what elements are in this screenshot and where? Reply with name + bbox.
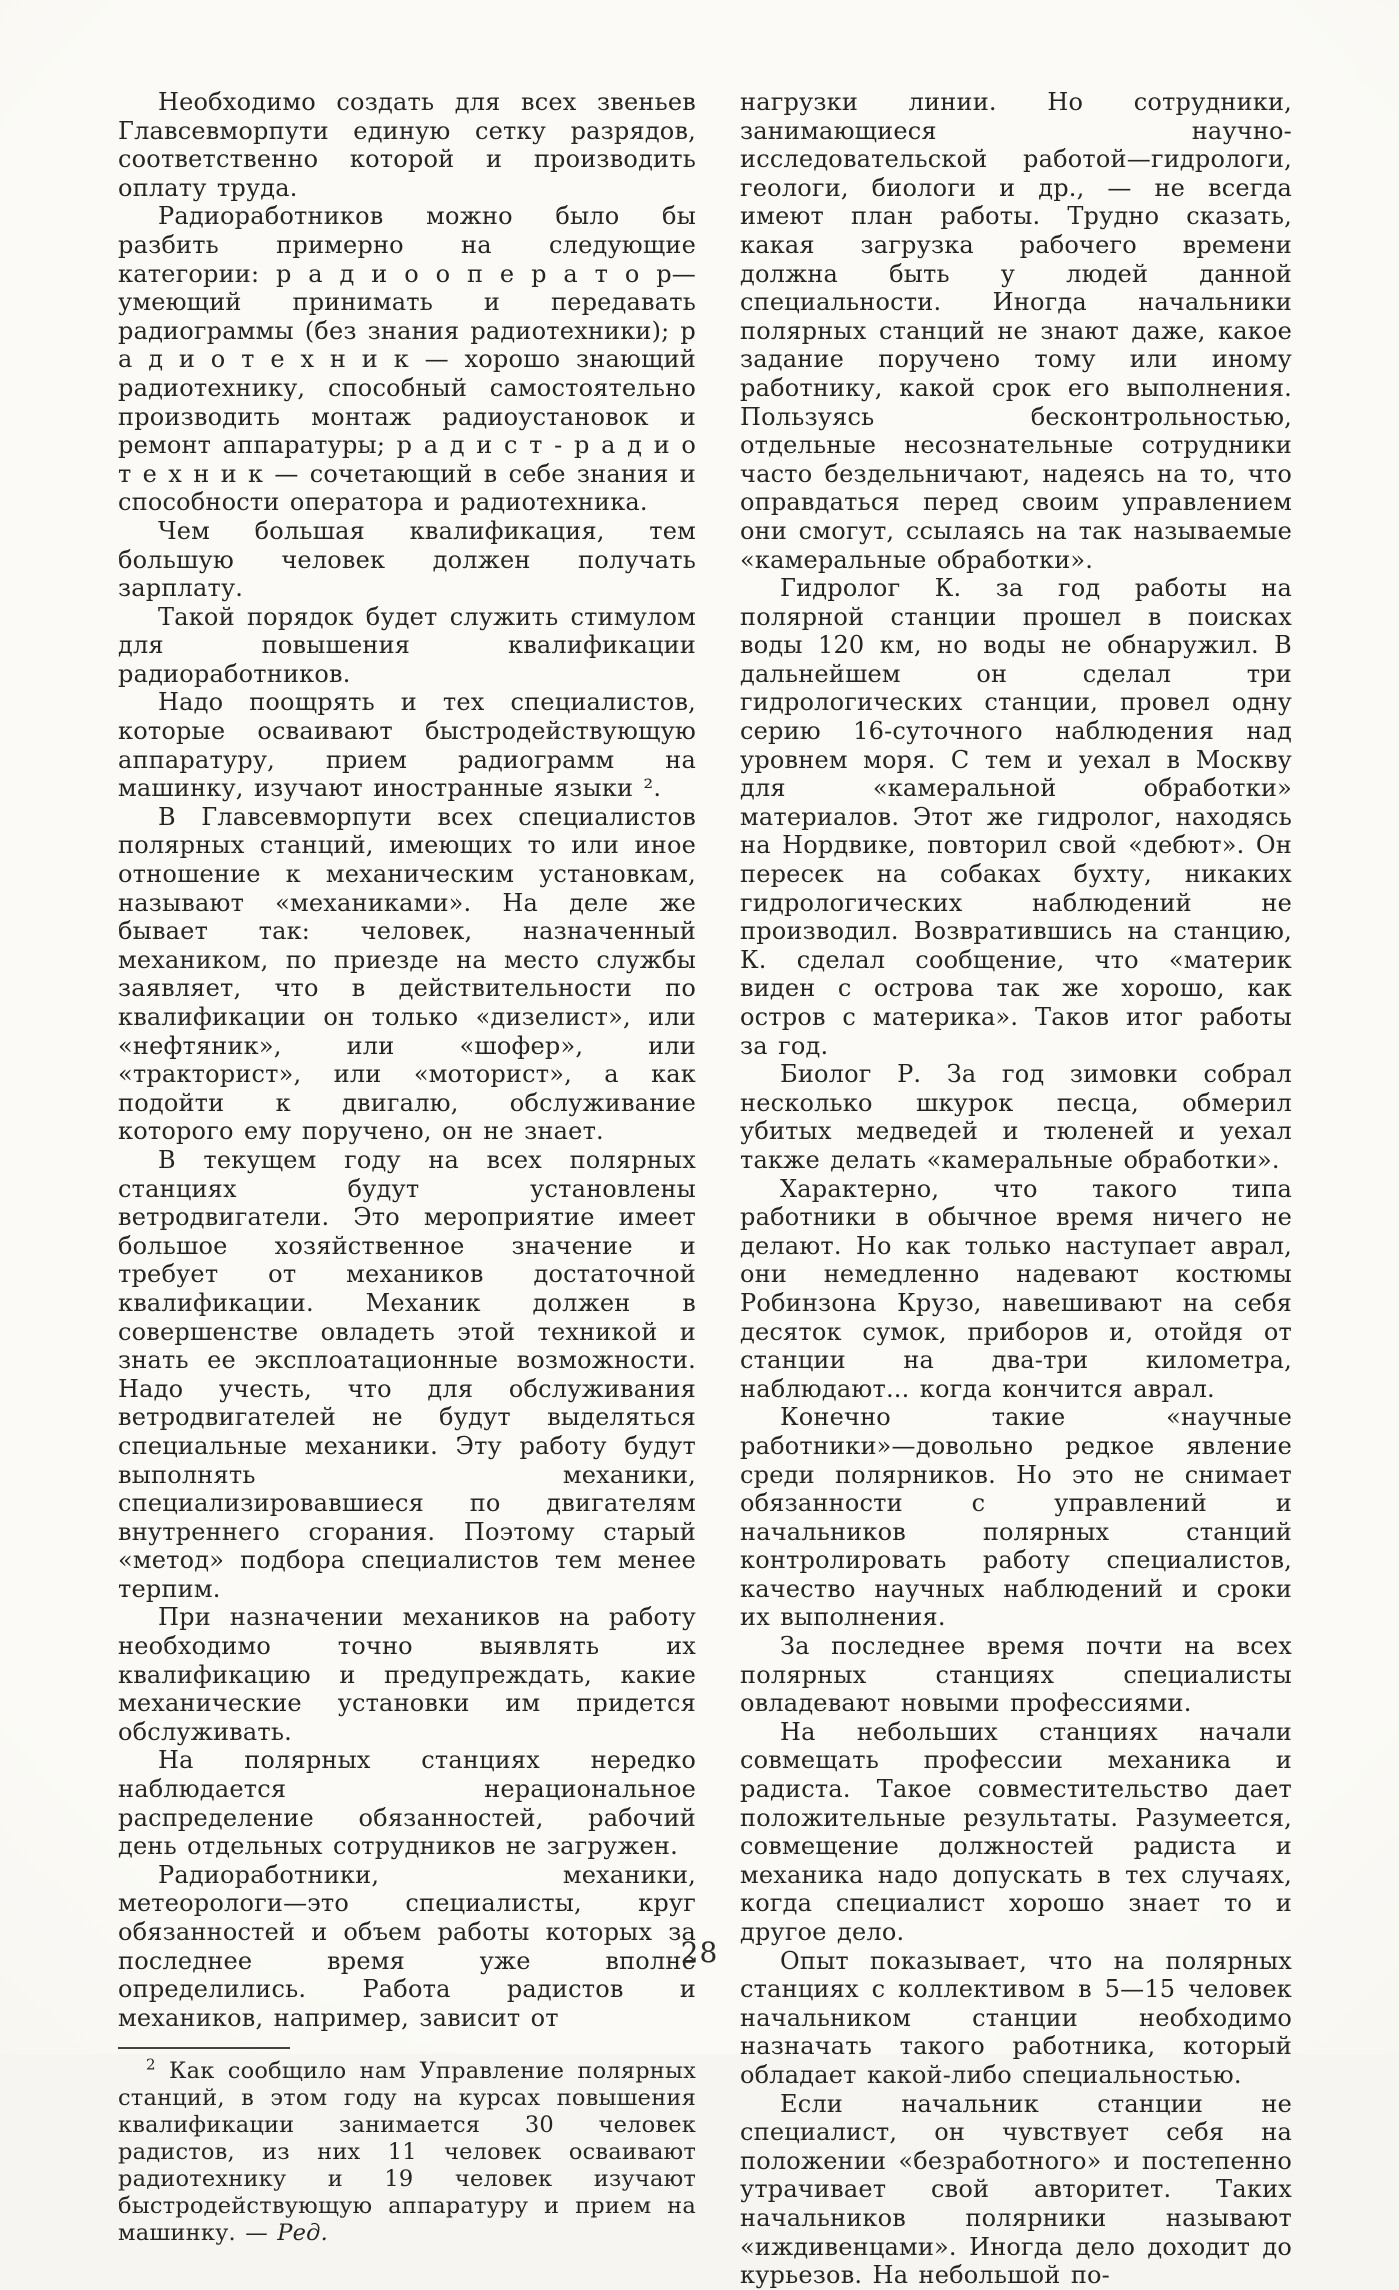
footnote-text: Как сообщило нам Управление полярных станций, в этом году на курсах повышения квалификации занимается 30 человек радистов, из них 11 человек осваивают радиотехнику и 19 человек изучают быстродействующую аппаратуру и прием на машинку. — — [118, 2058, 696, 2247]
footnote-signature: Ред. — [277, 2220, 328, 2247]
body-text-paragraph: Надо поощрять и тех специалистов, которые осваивают быстродействующую аппаратуру, прием радиограмм на машинку, изучают иностранные языки ². — [118, 688, 696, 803]
body-text-paragraph: Необходимо создать для всех звеньев Главсевморпути единую сетку разрядов, соответственно которой и производить оплату труда. — [118, 88, 696, 202]
body-text-paragraph: нагрузки линии. Но сотрудники, занимающиеся научно-исследовательской работой—гидрологи, геологи, биологи и др., — не всегда имеют план работы. Трудно сказать, какая загрузка рабочего времени должна быть у людей данной специальности. Иногда начальники полярных станций не знают даже, какое задание поручено тому или иному работнику, какой срок его выполнения. Пользуясь бесконтрольностью, отдельные несознательные сотрудники часто бездельничают, надеясь на то, что оправдаться перед своим управлением они смогут, ссылаясь на так называемые «камеральные обработки». — [740, 88, 1292, 574]
body-text-paragraph: Такой порядок будет служить стимулом для повышения квалификации радиоработников. — [118, 602, 696, 688]
body-text-paragraph: Радиоработников можно было бы разбить примерно на следующие категории: р а д и о о п е р а т о р—умеющий принимать и передавать радиограммы (без знания радиотехники); р а д и о т е х н и к — хорошо знающий радиотехнику, способный самостоятельно производить монтаж радиоустановок и ремонт аппаратуры; р а д и с т - р а д и о т е х н и к — сочетающий в себе знания и способности оператора и радиотехника. — [118, 202, 696, 517]
body-text-paragraph: Биолог Р. За год зимовки собрал несколько шкурок песца, обмерил убитых медведей и тюленей и уехал также делать «камеральные обработки». — [740, 1060, 1292, 1174]
body-text-paragraph: На полярных станциях нередко наблюдается нерациональное распределение обязанностей, рабочий день отдельных сотрудников не загружен. — [118, 1746, 696, 1861]
body-text-paragraph: Конечно такие «научные работники»—довольно редкое явление среди полярников. Но это не снимает обязанности с управлений и начальников полярных станций контролировать работу специалистов, качество научных наблюдений и сроки их выполнения. — [740, 1403, 1292, 1632]
body-text-paragraph: Чем большая квалификация, тем большую человек должен получать зарплату. — [118, 516, 696, 603]
body-text-paragraph: Характерно, что такого типа работники в обычное время ничего не делают. Но как только наступает аврал, они немедленно надевают костюмы Робинзона Крузо, навешивают на себя десяток сумок, приборов и, отойдя от станции на два-три километра, наблюдают... когда кончится аврал. — [740, 1174, 1292, 1403]
body-text-paragraph: Гидролог К. за год работы на полярной станции прошел в поисках воды 120 км, но воды не обнаружил. В дальнейшем он сделал три гидрологических станции, провел одну серию 16-суточного наблюдения над уровнем моря. С тем и уехал в Москву для «камеральной обработки» материалов. Этот же гидролог, находясь на Нордвике, повторил свой «дебют». Он пересек на собаках бухту, никаких гидрологических наблюдений не производил. Возвратившись на станцию, К. сделал сообщение, что «материк виден с острова так же хорошо, как остров с материка». Таков итог работы за год. — [740, 574, 1292, 1060]
body-text-paragraph: Если начальник станции не специалист, он чувствует себя на положении «безработного» и постепенно утрачивает свой авторитет. Таких начальников полярники называют «иждивенцами». Иногда дело доходит до курьезов. На небольшой по- — [740, 2089, 1292, 2290]
footnote — [118, 2055, 696, 2247]
body-text-paragraph: При назначении механиков на работу необходимо точно выявлять их квалификацию и предупреждать, какие механические установки им придется обслуживать. — [118, 1603, 696, 1746]
body-text-paragraph: В Главсевморпути всех специалистов полярных станций, имеющих то или иное отношение к механическим установкам, называют «механиками». На деле же бывает так: человек, назначенный механиком, по приезде на место службы заявляет, что в действительности по квалификации он только «дизелист», или «нефтяник», или «шофер», или «тракторист», или «моторист», а как подойти к двигалю, обслуживание которого ему поручено, он не знает. — [118, 802, 696, 1146]
body-text-paragraph: В текущем году на всех полярных станциях будут установлены ветродвигатели. Это мероприятие имеет большое хозяйственное значение и требует от механиков достаточной квалификации. Механик должен в совершенстве овладеть этой техникой и знать ее эксплоатационные возможности. Надо учесть, что для обслуживания ветродвигателей не будут выделяться специальные механики. Эту работу будут выполнять механики, специализировавшиеся по двигателям внутреннего сгорания. Поэтому старый «метод» подбора специалистов тем менее терпим. — [118, 1145, 696, 1603]
body-text-paragraph: Опыт показывает, что на полярных станциях с коллективом в 5—15 человек начальником станции необходимо назначать такого работника, который обладает какой-либо специальностью. — [740, 1946, 1292, 2089]
footnote-marker: 2 — [146, 2055, 156, 2074]
body-text-paragraph: На небольших станциях начали совмещать профессии механика и радиста. Такое совместительство дает положительные результаты. Разумеется, совмещение должностей радиста и механика надо допускать в тех случаях, когда специалист хорошо знает то и другое дело. — [740, 1717, 1292, 1946]
footnote-rule — [118, 2047, 290, 2049]
page-number: 28 — [680, 1936, 719, 1969]
body-text-paragraph: Радиоработники, механики, метеорологи—это специалисты, круг обязанностей и объем работы которых за последнее время уже вполне определились. Работа радистов и механиков, например, зависит от — [118, 1860, 696, 2032]
body-text-paragraph: За последнее время почти на всех полярных станциях специалисты овладевают новыми профессиями. — [740, 1632, 1292, 1718]
